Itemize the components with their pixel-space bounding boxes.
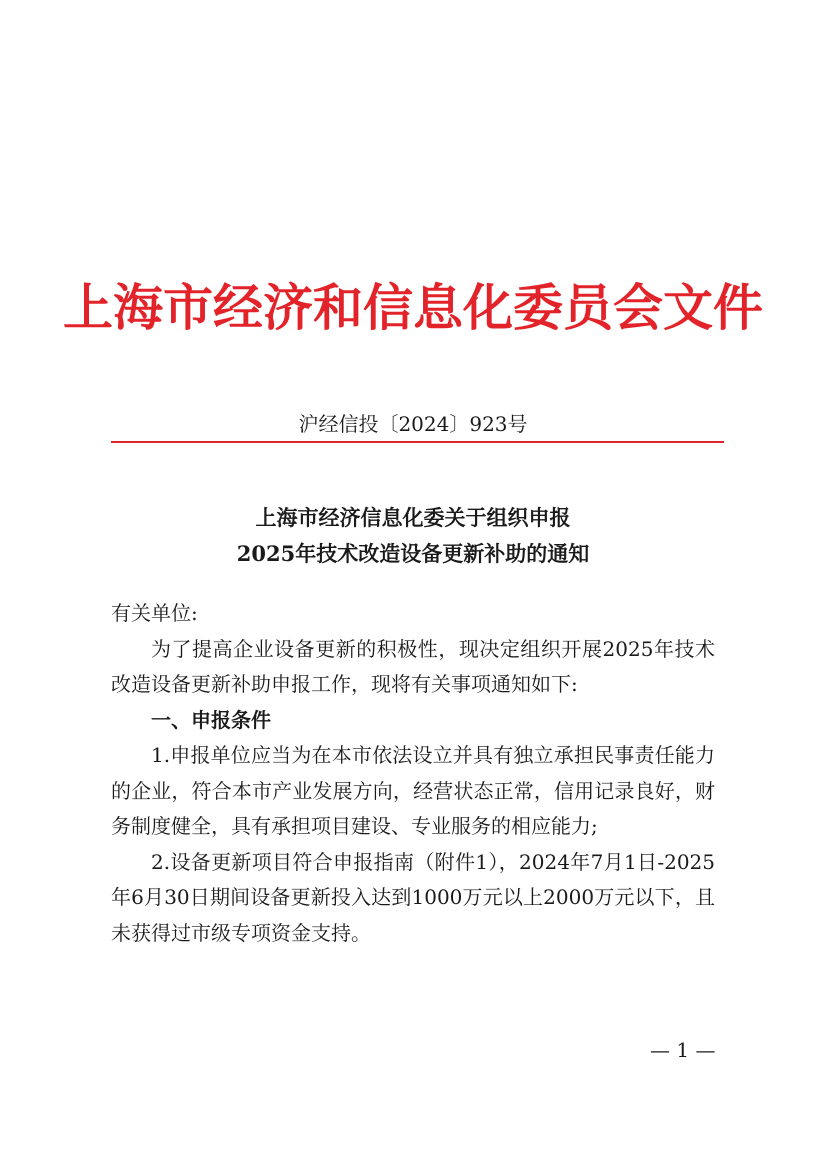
document-number: 沪经信投〔2024〕923号	[298, 412, 528, 436]
condition-item-2: 2.设备更新项目符合申报指南（附件1），2024年7月1日-2025年6月30日期间设备更新投入达到1000万元以上2000万元以下，且未获得过市级专项资金支持。	[111, 849, 715, 945]
section-heading-conditions: 一、申报条件	[151, 707, 271, 732]
notice-body	[111, 596, 715, 951]
salutation: 有关单位:	[111, 601, 198, 625]
condition-item-1: 1.申报单位应当为在本市依法设立并具有独立承担民事责任能力的企业，符合本市产业发展方向，经营状态正常，信用记录良好，财务制度健全，具有承担项目建设、专业服务的相应能力;	[111, 743, 715, 838]
notice-title-line-2: 2025年技术改造设备更新补助的通知	[236, 541, 590, 566]
page-number: — 1 —	[650, 1038, 716, 1062]
issuer-title: 上海市经济和信息化委员会文件	[63, 278, 763, 337]
red-divider	[111, 441, 724, 443]
notice-title-line-1: 上海市经济信息化委关于组织申报	[255, 505, 571, 530]
notice-title	[0, 500, 826, 572]
intro-paragraph: 为了提高企业设备更新的积极性，现决定组织开展2025年技术改造设备更新补助申报工作，现将有关事项通知如下:	[111, 636, 715, 696]
